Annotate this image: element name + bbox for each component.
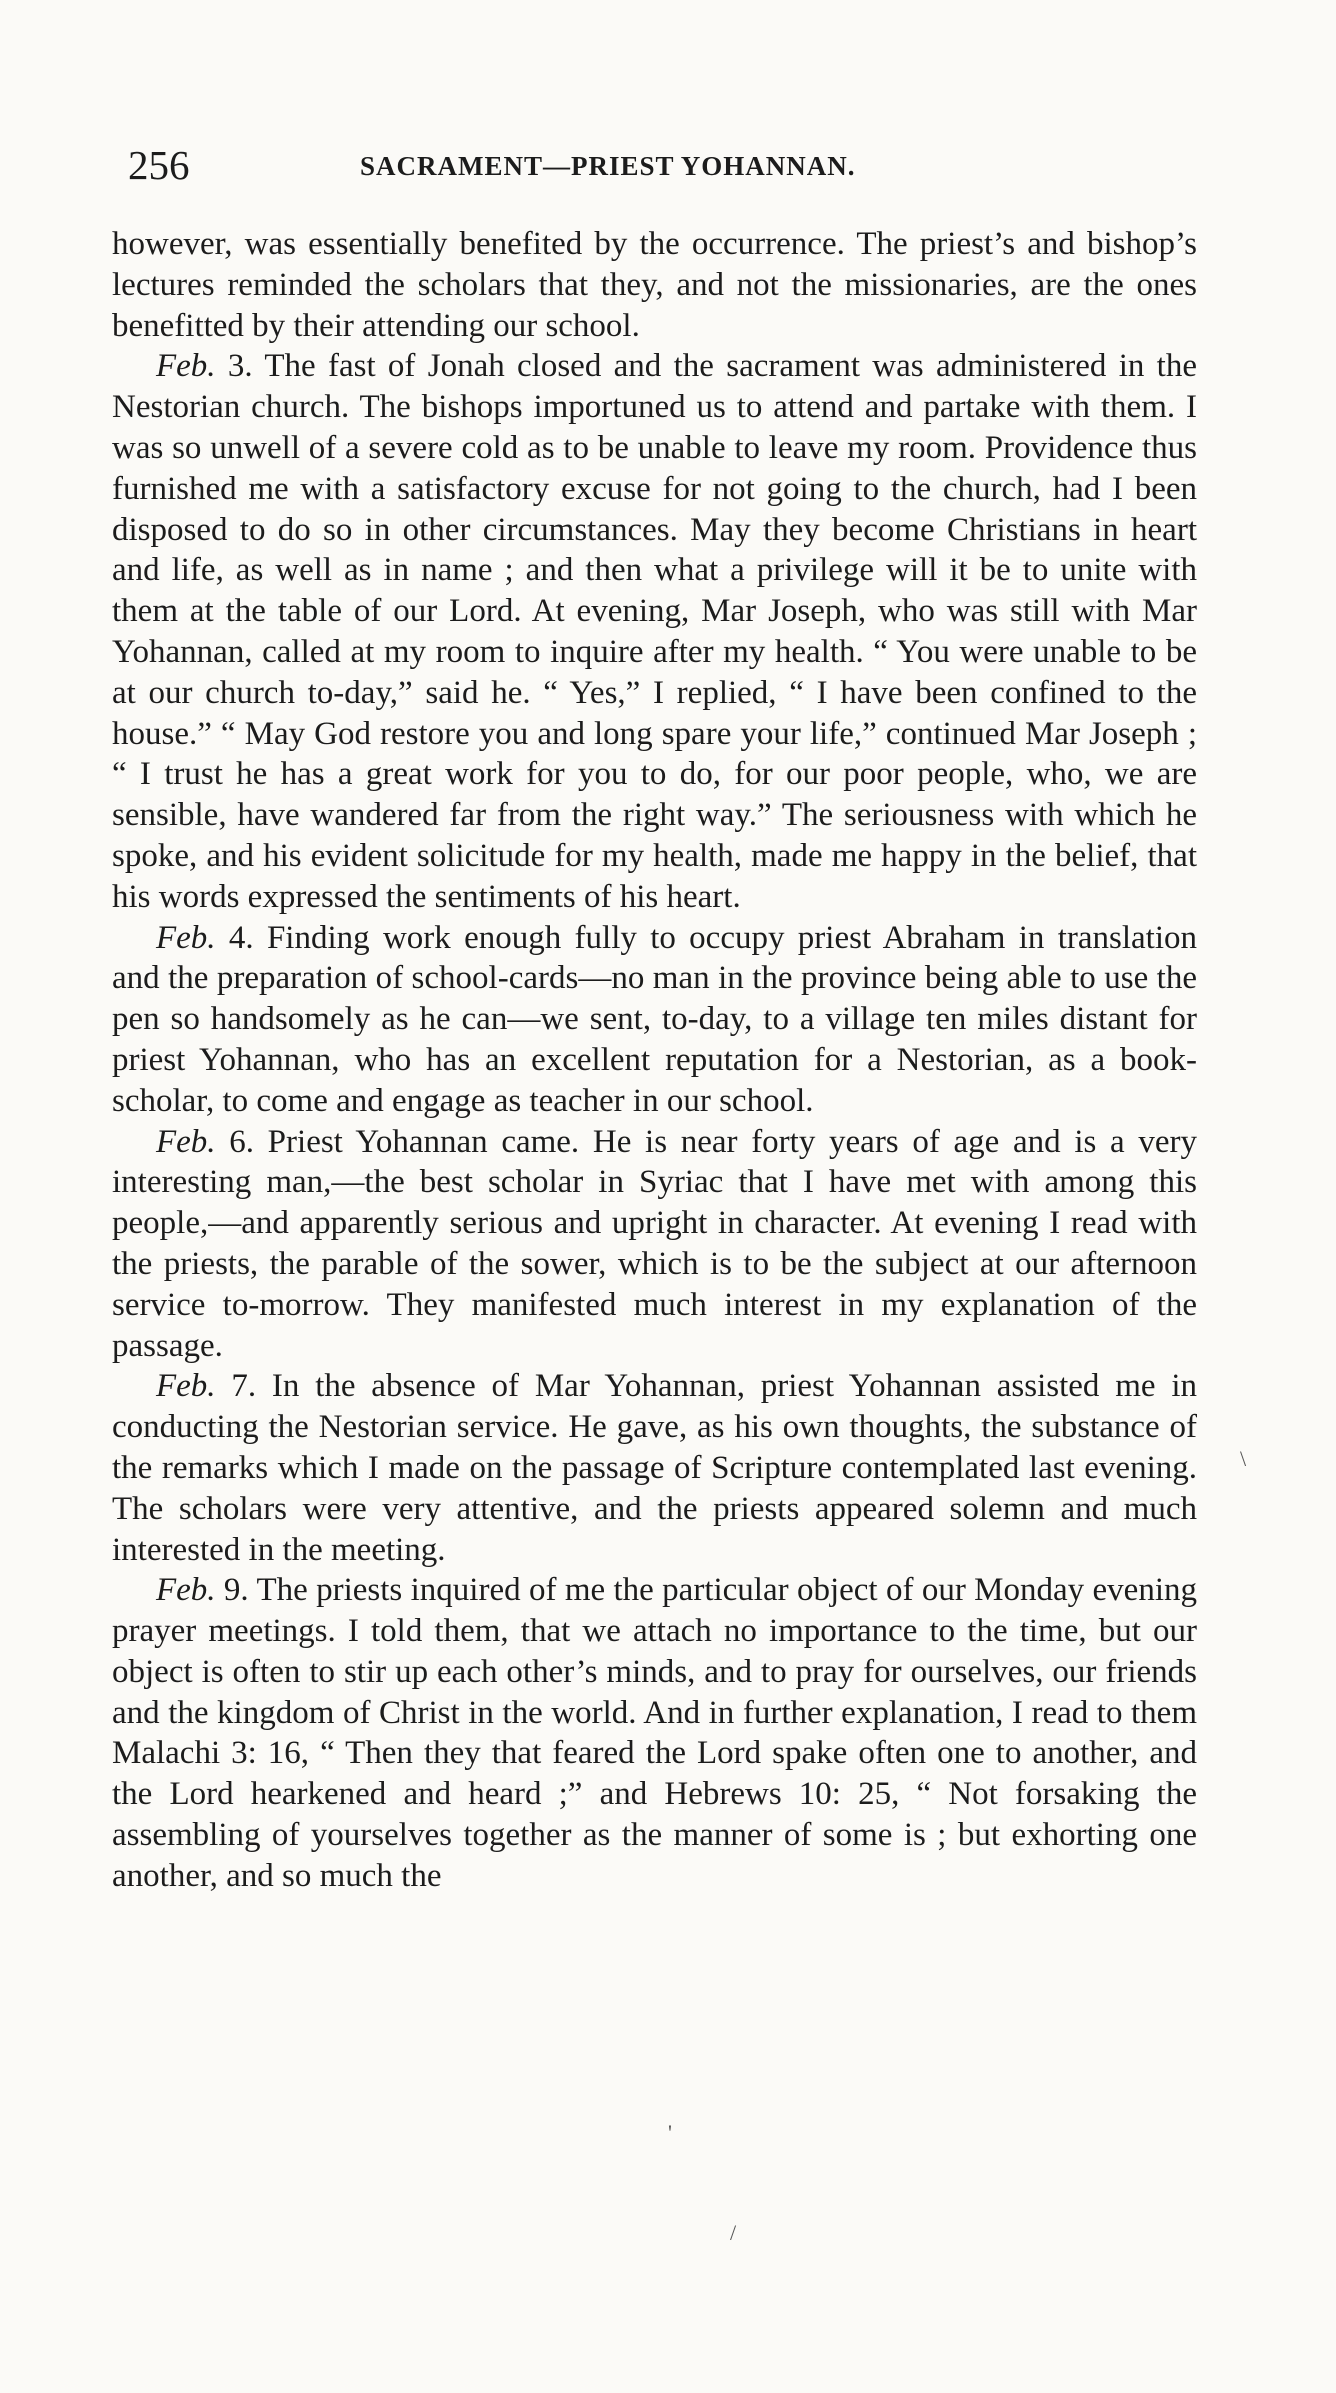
- page-header: [128, 140, 1208, 190]
- paragraph-text: 4. Finding work enough fully to occupy priest Abraham in translation and the preparation of school-cards—no man in the province being able to use the pen so handsomely as he can—we sent, to-day, to a village ten miles distant for priest Yohannan, who has an excellent reputation for a Nestorian, as a book-scholar, to come and engage as teacher in our school.: [112, 919, 1197, 1119]
- paragraph-feb-3: [112, 346, 1197, 917]
- paragraph-text: 3. The fast of Jonah closed and the sacrament was administered in the Nestorian church. The bishops importuned us to attend and partake with them. I was so unwell of a severe cold as to be unable to leave my room. Providence thus furnished me with a satisfactory excuse for not going to the church, had I been disposed to do so in other circumstances. May they become Christians in heart and life, as well as in name ; and then what a privilege will it be to unite with them at the table of our Lord. At evening, Mar Joseph, who was still with Mar Yohannan, called at my room to inquire after my health. “ You were unable to be at our church to-day,” said he. “ Yes,” I replied, “ I have been confined to the house.” “ May God restore you and long spare your life,” continued Mar Joseph ; “ I trust he has a great work for you to do, for our poor people, who, we are sensible, have wandered far from the right way.” The seriousness with which he spoke, and his evident solicitude for my health, made me happy in the belief, that his words expressed the sentiments of his heart.: [112, 348, 1197, 915]
- paragraph: [112, 224, 1197, 346]
- date-label: Feb.: [156, 348, 216, 385]
- date-label: Feb.: [156, 919, 216, 956]
- paragraph-text: 9. The priests inquired of me the particular object of our Monday evening prayer meetings. I told them, that we attach no importance to the time, but our object is often to stir up each other’s minds, and to pray for ourselves, our friends and the kingdom of Christ in the world. And in further explanation, I read to them Malachi 3: 16, “ Then they that feared the Lord spake often one to another, and the Lord hearkened and heard ;” and Hebrews 10: 25, “ Not forsaking the assembling of yourselves together as the manner of some is ; but exhorting one another, and so much the: [112, 1572, 1197, 1894]
- page-number: 256: [128, 142, 190, 188]
- paragraph-text: however, was essentially benefited by the occurrence. The priest’s and bishop’s lectures reminded the scholars that they, and not the missionaries, are the ones benefitted by their attending our school.: [112, 226, 1197, 344]
- paragraph-text: 6. Priest Yohannan came. He is near forty years of age and is a very interesting man,—the best scholar in Syriac that I have met with among this people,—and apparently serious and upright in character. At evening I read with the priests, the parable of the sower, which is to be the subject at our afternoon service to-morrow. They manifested much interest in my explanation of the passage.: [112, 1123, 1197, 1364]
- date-label: Feb.: [156, 1572, 216, 1609]
- running-head: SACRAMENT—PRIEST YOHANNAN.: [360, 151, 856, 181]
- paragraph-text: 7. In the absence of Mar Yohannan, priest Yohannan assisted me in conducting the Nestorian service. He gave, as his own thoughts, the substance of the remarks which I made on the passage of Scripture contemplated last evening. The scholars were very attentive, and the priests appeared solemn and much interested in the meeting.: [112, 1368, 1197, 1568]
- paragraph-feb-6: [112, 1122, 1197, 1367]
- paper-speck: /: [730, 2220, 737, 2245]
- paragraph-feb-9: [112, 1570, 1197, 1896]
- paragraph-feb-7: [112, 1366, 1197, 1570]
- paragraph-feb-4: [112, 918, 1197, 1122]
- paper-speck: \: [1240, 1446, 1247, 1471]
- body-text: [112, 224, 1197, 1897]
- date-label: Feb.: [156, 1123, 216, 1160]
- paper-speck: ': [668, 2120, 672, 2145]
- date-label: Feb.: [156, 1368, 216, 1405]
